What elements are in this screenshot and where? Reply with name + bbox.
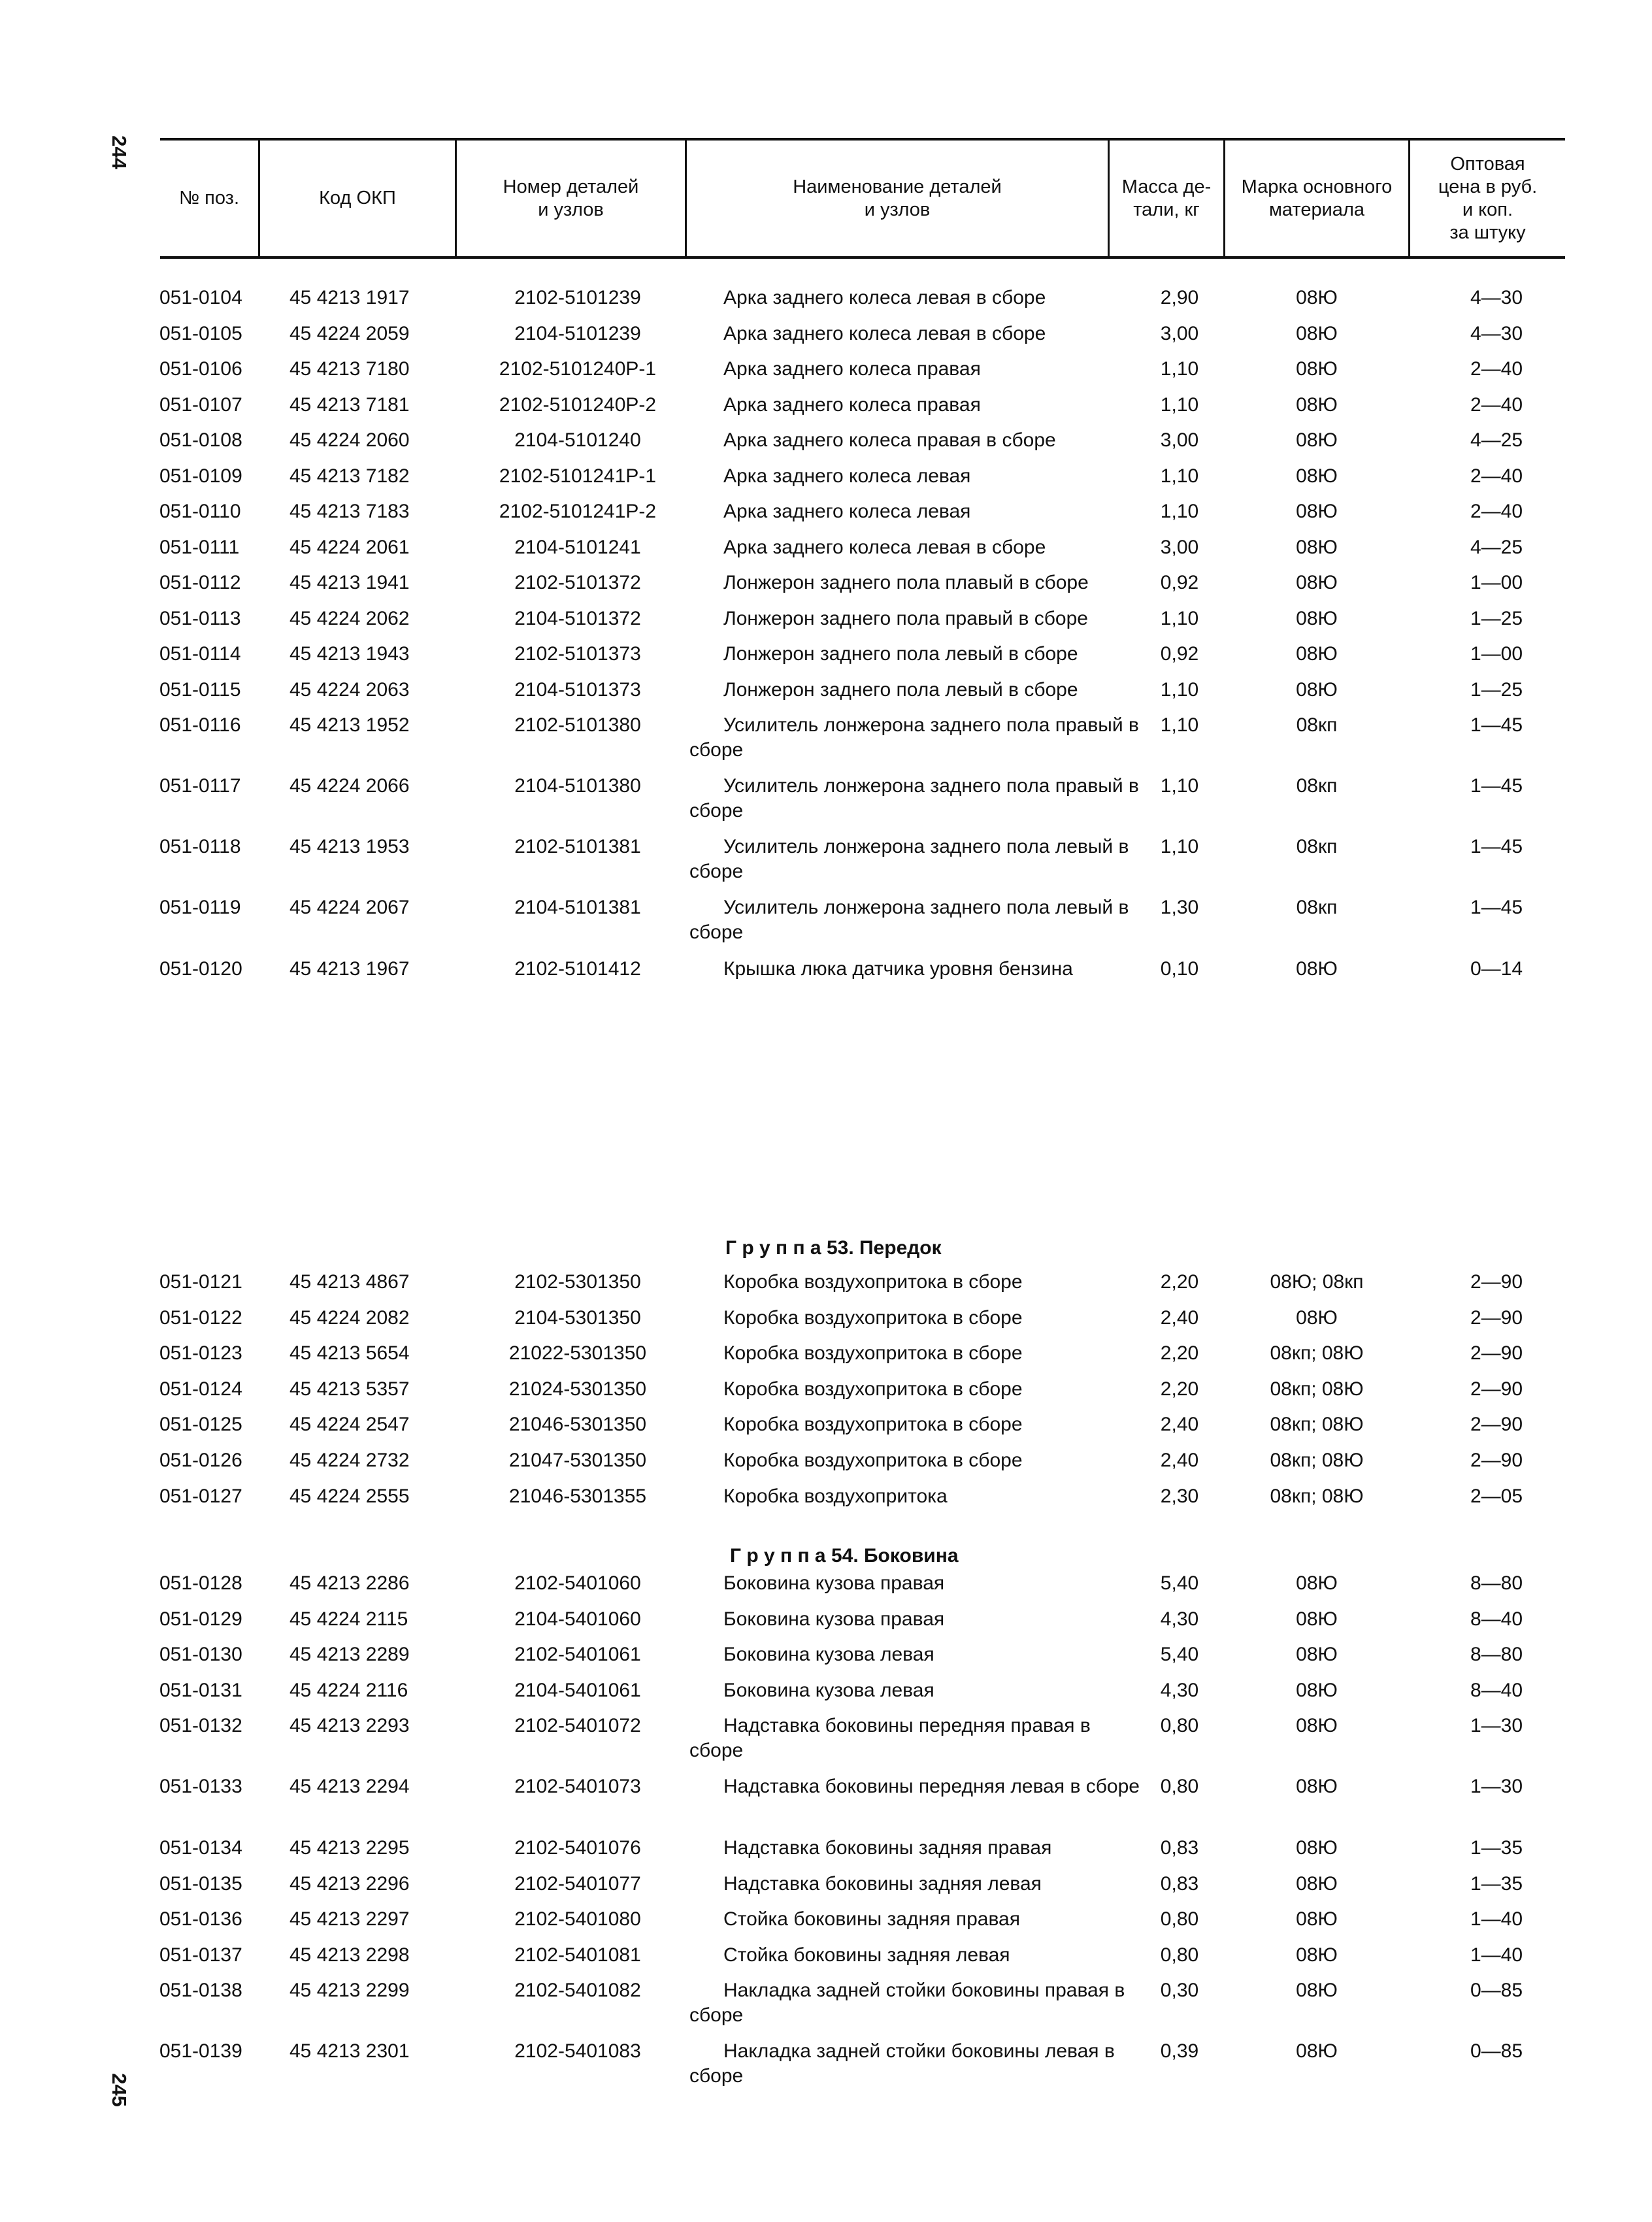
cell-name: Лонжерон заднего пола левый в сборе bbox=[723, 679, 1078, 701]
cell-okp: 45 4213 2294 bbox=[289, 1776, 410, 1797]
cell-mass: 1,10 bbox=[1160, 465, 1199, 487]
cell-pos: 051-0135 bbox=[159, 1873, 242, 1895]
cell-part-number: 2102-5401081 bbox=[514, 1944, 641, 1966]
cell-price: 8—40 bbox=[1470, 1680, 1523, 1701]
cell-okp: 45 4224 2060 bbox=[289, 429, 410, 451]
cell-pos: 051-0123 bbox=[159, 1342, 242, 1364]
cell-name: Арка заднего колеса правая bbox=[723, 394, 981, 416]
cell-part-number: 2102-5101372 bbox=[514, 572, 641, 593]
cell-price: 4—30 bbox=[1470, 323, 1523, 344]
cell-material: 08Ю bbox=[1296, 1776, 1338, 1797]
cell-price: 4—25 bbox=[1470, 537, 1523, 558]
cell-name: Усилитель лонжерона заднего пола левый в сборе bbox=[689, 836, 1129, 882]
cell-okp: 45 4224 2732 bbox=[289, 1450, 410, 1471]
cell-price: 4—30 bbox=[1470, 287, 1523, 308]
cell-price: 1—45 bbox=[1470, 714, 1523, 736]
cell-price: 1—35 bbox=[1470, 1837, 1523, 1859]
cell-pos: 051-0122 bbox=[159, 1307, 242, 1329]
cell-part-number: 2104-5401061 bbox=[514, 1680, 641, 1701]
cell-mass: 0,80 bbox=[1160, 1908, 1199, 1930]
cell-material: 08Ю bbox=[1296, 1572, 1338, 1594]
cell-okp: 45 4213 1967 bbox=[289, 958, 410, 980]
cell-mass: 4,30 bbox=[1160, 1608, 1199, 1630]
cell-name: Боковина кузова левая bbox=[723, 1680, 934, 1701]
cell-material: 08Ю bbox=[1296, 358, 1338, 380]
cell-material: 08кп; 08Ю bbox=[1270, 1414, 1364, 1435]
cell-pos: 051-0105 bbox=[159, 323, 242, 344]
cell-pos: 051-0117 bbox=[159, 775, 241, 797]
cell-price: 2—05 bbox=[1470, 1485, 1523, 1507]
cell-okp: 45 4224 2059 bbox=[289, 323, 410, 344]
cell-mass: 2,20 bbox=[1160, 1271, 1199, 1293]
cell-name: Надставка боковины задняя правая bbox=[723, 1837, 1052, 1859]
cell-material: 08Ю bbox=[1296, 323, 1338, 344]
cell-material: 08Ю bbox=[1296, 501, 1338, 522]
cell-price: 2—40 bbox=[1470, 358, 1523, 380]
cell-part-number: 2102-5401082 bbox=[514, 1980, 641, 2001]
cell-okp: 45 4213 5357 bbox=[289, 1378, 410, 1400]
cell-part-number: 21022-5301350 bbox=[508, 1342, 647, 1364]
cell-part-number: 2104-5101241 bbox=[514, 537, 641, 558]
cell-mass: 4,30 bbox=[1160, 1680, 1199, 1701]
cell-mass: 0,83 bbox=[1160, 1873, 1199, 1895]
cell-okp: 45 4213 7183 bbox=[289, 501, 410, 522]
cell-part-number: 2104-5101372 bbox=[514, 608, 641, 629]
cell-material: 08Ю bbox=[1296, 394, 1338, 416]
cell-mass: 1,10 bbox=[1160, 394, 1199, 416]
cell-pos: 051-0110 bbox=[159, 501, 241, 522]
cell-pos: 051-0121 bbox=[159, 1271, 242, 1293]
cell-material: 08Ю bbox=[1296, 1908, 1338, 1930]
cell-okp: 45 4224 2547 bbox=[289, 1414, 410, 1435]
cell-okp: 45 4213 7181 bbox=[289, 394, 410, 416]
cell-name: Боковина кузова левая bbox=[723, 1644, 934, 1665]
cell-material: 08Ю bbox=[1296, 1680, 1338, 1701]
cell-pos: 051-0127 bbox=[159, 1485, 242, 1507]
cell-name: Арка заднего колеса левая bbox=[723, 465, 971, 487]
cell-price: 0—14 bbox=[1470, 958, 1523, 980]
cell-part-number: 2102-5101373 bbox=[514, 643, 641, 665]
cell-pos: 051-0125 bbox=[159, 1414, 242, 1435]
header-price: Оптовая цена в руб. и коп. за штуку bbox=[1438, 153, 1538, 243]
cell-mass: 2,20 bbox=[1160, 1378, 1199, 1400]
cell-mass: 5,40 bbox=[1160, 1644, 1199, 1665]
cell-mass: 1,10 bbox=[1160, 775, 1199, 797]
cell-mass: 3,00 bbox=[1160, 323, 1199, 344]
cell-material: 08кп; 08Ю bbox=[1270, 1378, 1364, 1400]
cell-material: 08кп; 08Ю bbox=[1270, 1450, 1364, 1471]
cell-okp: 45 4224 2062 bbox=[289, 608, 410, 629]
cell-pos: 051-0134 bbox=[159, 1837, 242, 1859]
cell-mass: 1,10 bbox=[1160, 608, 1199, 629]
cell-price: 8—80 bbox=[1470, 1644, 1523, 1665]
cell-part-number: 2104-5101240 bbox=[514, 429, 641, 451]
cell-price: 1—25 bbox=[1470, 608, 1523, 629]
cell-price: 1—40 bbox=[1470, 1908, 1523, 1930]
cell-okp: 45 4224 2082 bbox=[289, 1307, 410, 1329]
group-54-title: Г р у п п а 54. Боковина bbox=[730, 1545, 959, 1567]
header-pos: № поз. bbox=[178, 188, 240, 208]
cell-part-number: 2102-5401080 bbox=[514, 1908, 641, 1930]
cell-okp: 45 4224 2115 bbox=[289, 1608, 408, 1630]
cell-material: 08Ю bbox=[1296, 1980, 1338, 2001]
cell-price: 1—00 bbox=[1470, 572, 1523, 593]
cell-price: 0—85 bbox=[1470, 2040, 1523, 2062]
cell-price: 4—25 bbox=[1470, 429, 1523, 451]
cell-mass: 2,20 bbox=[1160, 1342, 1199, 1364]
cell-material: 08Ю bbox=[1296, 1873, 1338, 1895]
cell-price: 2—40 bbox=[1470, 394, 1523, 416]
cell-price: 2—40 bbox=[1470, 501, 1523, 522]
cell-mass: 0,30 bbox=[1160, 1980, 1199, 2001]
cell-material: 08Ю bbox=[1296, 1608, 1338, 1630]
cell-pos: 051-0115 bbox=[159, 679, 241, 701]
cell-mass: 2,30 bbox=[1160, 1485, 1199, 1507]
cell-part-number: 2102-5301350 bbox=[514, 1271, 641, 1293]
cell-okp: 45 4213 2301 bbox=[289, 2040, 410, 2062]
cell-price: 8—40 bbox=[1470, 1608, 1523, 1630]
cell-material: 08Ю bbox=[1296, 572, 1338, 593]
header-material: Марка основного материала bbox=[1241, 176, 1393, 220]
cell-name: Арка заднего колеса левая в сборе bbox=[723, 287, 1046, 308]
cell-price: 1—00 bbox=[1470, 643, 1523, 665]
cell-name: Арка заднего колеса левая в сборе bbox=[723, 537, 1046, 558]
cell-mass: 1,10 bbox=[1160, 679, 1199, 701]
cell-mass: 5,40 bbox=[1160, 1572, 1199, 1594]
cell-name: Надставка боковины передняя левая в сборе bbox=[723, 1776, 1140, 1797]
cell-price: 2—90 bbox=[1470, 1271, 1523, 1293]
cell-part-number: 2102-5401072 bbox=[514, 1715, 641, 1736]
cell-mass: 1,10 bbox=[1160, 501, 1199, 522]
cell-material: 08кп; 08Ю bbox=[1270, 1342, 1364, 1364]
cell-pos: 051-0112 bbox=[159, 572, 241, 593]
cell-okp: 45 4213 1941 bbox=[289, 572, 410, 593]
cell-part-number: 2104-5101380 bbox=[514, 775, 641, 797]
cell-material: 08Ю bbox=[1296, 1307, 1338, 1329]
cell-name: Коробка воздухопритока bbox=[723, 1485, 948, 1507]
cell-okp: 45 4213 1953 bbox=[289, 836, 410, 857]
cell-part-number: 2102-5401073 bbox=[514, 1776, 641, 1797]
cell-part-number: 2104-5301350 bbox=[514, 1307, 641, 1329]
cell-okp: 45 4213 2289 bbox=[289, 1644, 410, 1665]
cell-name: Коробка воздухопритока в сборе bbox=[723, 1307, 1023, 1329]
cell-part-number: 2102-5101240Р-2 bbox=[499, 394, 657, 416]
cell-mass: 1,10 bbox=[1160, 836, 1199, 857]
cell-okp: 45 4213 5654 bbox=[289, 1342, 410, 1364]
cell-material: 08Ю bbox=[1296, 287, 1338, 308]
cell-part-number: 2102-5101380 bbox=[514, 714, 641, 736]
cell-okp: 45 4224 2061 bbox=[289, 537, 410, 558]
cell-part-number: 2104-5401060 bbox=[514, 1608, 641, 1630]
cell-mass: 1,30 bbox=[1160, 897, 1199, 918]
cell-mass: 2,40 bbox=[1160, 1307, 1199, 1329]
cell-mass: 0,80 bbox=[1160, 1715, 1199, 1736]
cell-material: 08Ю bbox=[1296, 1837, 1338, 1859]
cell-pos: 051-0107 bbox=[159, 394, 242, 416]
cell-part-number: 21047-5301350 bbox=[508, 1450, 647, 1471]
cell-pos: 051-0139 bbox=[159, 2040, 242, 2062]
cell-pos: 051-0132 bbox=[159, 1715, 242, 1736]
cell-mass: 1,10 bbox=[1160, 714, 1199, 736]
cell-okp: 45 4224 2066 bbox=[289, 775, 410, 797]
cell-pos: 051-0129 bbox=[159, 1608, 242, 1630]
cell-material: 08Ю bbox=[1296, 2040, 1338, 2062]
cell-part-number: 2102-5101412 bbox=[514, 958, 641, 980]
table-header bbox=[160, 138, 1565, 259]
cell-mass: 0,80 bbox=[1160, 1776, 1199, 1797]
cell-mass: 2,40 bbox=[1160, 1414, 1199, 1435]
cell-pos: 051-0104 bbox=[159, 287, 242, 308]
cell-pos: 051-0111 bbox=[159, 537, 240, 558]
cell-material: 08кп bbox=[1296, 897, 1338, 918]
cell-mass: 0,92 bbox=[1160, 572, 1199, 593]
cell-okp: 45 4224 2067 bbox=[289, 897, 410, 918]
cell-okp: 45 4213 2293 bbox=[289, 1715, 410, 1736]
cell-price: 2—90 bbox=[1470, 1450, 1523, 1471]
cell-okp: 45 4213 2297 bbox=[289, 1908, 410, 1930]
cell-price: 2—90 bbox=[1470, 1378, 1523, 1400]
cell-material: 08кп bbox=[1296, 836, 1338, 857]
cell-name: Стойка боковины задняя правая bbox=[723, 1908, 1020, 1930]
cell-name: Арка заднего колеса левая в сборе bbox=[723, 323, 1046, 344]
cell-okp: 45 4224 2116 bbox=[289, 1680, 408, 1701]
cell-pos: 051-0106 bbox=[159, 358, 242, 380]
cell-okp: 45 4213 2298 bbox=[289, 1944, 410, 1966]
cell-price: 1—45 bbox=[1470, 897, 1523, 918]
cell-material: 08Ю bbox=[1296, 537, 1338, 558]
cell-price: 1—30 bbox=[1470, 1715, 1523, 1736]
cell-name: Арка заднего колеса правая в сборе bbox=[723, 429, 1056, 451]
header-okp: Код ОКП bbox=[319, 188, 396, 208]
cell-okp: 45 4213 2296 bbox=[289, 1873, 410, 1895]
cell-price: 1—30 bbox=[1470, 1776, 1523, 1797]
cell-material: 08Ю bbox=[1296, 958, 1338, 980]
cell-part-number: 2104-5101373 bbox=[514, 679, 641, 701]
cell-okp: 45 4213 4867 bbox=[289, 1271, 410, 1293]
cell-part-number: 2102-5401060 bbox=[514, 1572, 641, 1594]
cell-name: Лонжерон заднего пола левый в сборе bbox=[723, 643, 1078, 665]
cell-price: 0—85 bbox=[1470, 1980, 1523, 2001]
cell-name: Лонжерон заднего пола плавый в сборе bbox=[723, 572, 1089, 593]
cell-name: Накладка задней стойки боковины правая в сборе bbox=[689, 1980, 1125, 2026]
cell-price: 2—90 bbox=[1470, 1414, 1523, 1435]
cell-price: 2—40 bbox=[1470, 465, 1523, 487]
cell-part-number: 2104-5101239 bbox=[514, 323, 641, 344]
cell-name: Надставка боковины задняя левая bbox=[723, 1873, 1042, 1895]
cell-name: Накладка задней стойки боковины левая в сборе bbox=[689, 2040, 1115, 2087]
cell-okp: 45 4213 2286 bbox=[289, 1572, 410, 1594]
cell-material: 08кп bbox=[1296, 775, 1338, 797]
cell-mass: 3,00 bbox=[1160, 537, 1199, 558]
cell-part-number: 2102-5101241Р-1 bbox=[499, 465, 657, 487]
cell-pos: 051-0130 bbox=[159, 1644, 242, 1665]
cell-pos: 051-0109 bbox=[159, 465, 242, 487]
cell-material: 08Ю bbox=[1296, 1715, 1338, 1736]
cell-pos: 051-0138 bbox=[159, 1980, 242, 2001]
cell-name: Коробка воздухопритока в сборе bbox=[723, 1450, 1023, 1471]
cell-price: 1—45 bbox=[1470, 775, 1523, 797]
cell-price: 1—25 bbox=[1470, 679, 1523, 701]
cell-part-number: 2102-5101240Р-1 bbox=[499, 358, 657, 380]
cell-okp: 45 4224 2063 bbox=[289, 679, 410, 701]
cell-okp: 45 4213 7182 bbox=[289, 465, 410, 487]
cell-okp: 45 4224 2555 bbox=[289, 1485, 410, 1507]
cell-material: 08Ю bbox=[1296, 465, 1338, 487]
cell-pos: 051-0116 bbox=[159, 714, 241, 736]
cell-okp: 45 4213 1952 bbox=[289, 714, 410, 736]
cell-part-number: 2102-5101239 bbox=[514, 287, 641, 308]
cell-part-number: 21046-5301355 bbox=[508, 1485, 647, 1507]
cell-price: 2—90 bbox=[1470, 1307, 1523, 1329]
cell-name: Боковина кузова правая bbox=[723, 1608, 945, 1630]
page-number-bottom: 245 bbox=[107, 2073, 131, 2107]
cell-part-number: 2102-5401061 bbox=[514, 1644, 641, 1665]
cell-mass: 2,40 bbox=[1160, 1450, 1199, 1471]
cell-pos: 051-0136 bbox=[159, 1908, 242, 1930]
cell-pos: 051-0119 bbox=[159, 897, 241, 918]
cell-part-number: 2102-5401083 bbox=[514, 2040, 641, 2062]
cell-part-number: 2102-5101241Р-2 bbox=[499, 501, 657, 522]
cell-pos: 051-0126 bbox=[159, 1450, 242, 1471]
cell-pos: 051-0131 bbox=[159, 1680, 242, 1701]
cell-pos: 051-0108 bbox=[159, 429, 242, 451]
cell-pos: 051-0137 bbox=[159, 1944, 242, 1966]
cell-name: Усилитель лонжерона заднего пола правый в сборе bbox=[689, 775, 1139, 821]
cell-part-number: 2104-5101381 bbox=[514, 897, 641, 918]
cell-mass: 0,10 bbox=[1160, 958, 1199, 980]
cell-pos: 051-0124 bbox=[159, 1378, 242, 1400]
cell-name: Арка заднего колеса правая bbox=[723, 358, 981, 380]
cell-okp: 45 4213 2299 bbox=[289, 1980, 410, 2001]
cell-pos: 051-0133 bbox=[159, 1776, 242, 1797]
header-name: Наименование деталей и узлов bbox=[793, 176, 1002, 220]
cell-okp: 45 4213 1943 bbox=[289, 643, 410, 665]
cell-name: Крышка люка датчика уровня бензина bbox=[723, 958, 1073, 980]
group-53-title: Г р у п п а 53. Передок bbox=[725, 1237, 942, 1259]
cell-name: Лонжерон заднего пола правый в сборе bbox=[723, 608, 1088, 629]
cell-pos: 051-0128 bbox=[159, 1572, 242, 1594]
cell-material: 08Ю bbox=[1296, 608, 1338, 629]
cell-part-number: 21024-5301350 bbox=[508, 1378, 647, 1400]
cell-mass: 0,83 bbox=[1160, 1837, 1199, 1859]
cell-name: Стойка боковины задняя левая bbox=[723, 1944, 1010, 1966]
cell-name: Усилитель лонжерона заднего пола левый в сборе bbox=[689, 897, 1129, 943]
header-mass: Масса де- тали, кг bbox=[1121, 176, 1212, 220]
cell-mass: 2,90 bbox=[1160, 287, 1199, 308]
cell-name: Коробка воздухопритока в сборе bbox=[723, 1414, 1023, 1435]
cell-okp: 45 4213 7180 bbox=[289, 358, 410, 380]
cell-material: 08Ю; 08кп bbox=[1270, 1271, 1364, 1293]
cell-material: 08Ю bbox=[1296, 429, 1338, 451]
cell-price: 1—40 bbox=[1470, 1944, 1523, 1966]
page-number-top: 244 bbox=[107, 135, 131, 169]
cell-name: Коробка воздухопритока в сборе bbox=[723, 1271, 1023, 1293]
cell-name: Надставка боковины передняя правая в сборе bbox=[689, 1715, 1091, 1761]
cell-okp: 45 4213 2295 bbox=[289, 1837, 410, 1859]
header-part-number: Номер деталей и узлов bbox=[503, 176, 639, 220]
cell-pos: 051-0113 bbox=[159, 608, 241, 629]
cell-mass: 0,39 bbox=[1160, 2040, 1199, 2062]
cell-part-number: 2102-5401076 bbox=[514, 1837, 641, 1859]
cell-pos: 051-0118 bbox=[159, 836, 241, 857]
cell-part-number: 2102-5401077 bbox=[514, 1873, 641, 1895]
cell-mass: 1,10 bbox=[1160, 358, 1199, 380]
cell-name: Арка заднего колеса левая bbox=[723, 501, 971, 522]
cell-mass: 3,00 bbox=[1160, 429, 1199, 451]
cell-price: 8—80 bbox=[1470, 1572, 1523, 1594]
cell-okp: 45 4213 1917 bbox=[289, 287, 410, 308]
cell-name: Коробка воздухопритока в сборе bbox=[723, 1342, 1023, 1364]
cell-material: 08кп; 08Ю bbox=[1270, 1485, 1364, 1507]
cell-material: 08Ю bbox=[1296, 1944, 1338, 1966]
cell-material: 08Ю bbox=[1296, 679, 1338, 701]
cell-material: 08Ю bbox=[1296, 1644, 1338, 1665]
cell-mass: 0,80 bbox=[1160, 1944, 1199, 1966]
cell-part-number: 2102-5101381 bbox=[514, 836, 641, 857]
cell-pos: 051-0114 bbox=[159, 643, 241, 665]
cell-mass: 0,92 bbox=[1160, 643, 1199, 665]
cell-price: 1—35 bbox=[1470, 1873, 1523, 1895]
cell-material: 08кп bbox=[1296, 714, 1338, 736]
cell-pos: 051-0120 bbox=[159, 958, 242, 980]
cell-material: 08Ю bbox=[1296, 643, 1338, 665]
cell-price: 2—90 bbox=[1470, 1342, 1523, 1364]
cell-name: Усилитель лонжерона заднего пола правый в сборе bbox=[689, 714, 1139, 761]
cell-name: Коробка воздухопритока в сборе bbox=[723, 1378, 1023, 1400]
cell-part-number: 21046-5301350 bbox=[508, 1414, 647, 1435]
cell-price: 1—45 bbox=[1470, 836, 1523, 857]
cell-name: Боковина кузова правая bbox=[723, 1572, 945, 1594]
